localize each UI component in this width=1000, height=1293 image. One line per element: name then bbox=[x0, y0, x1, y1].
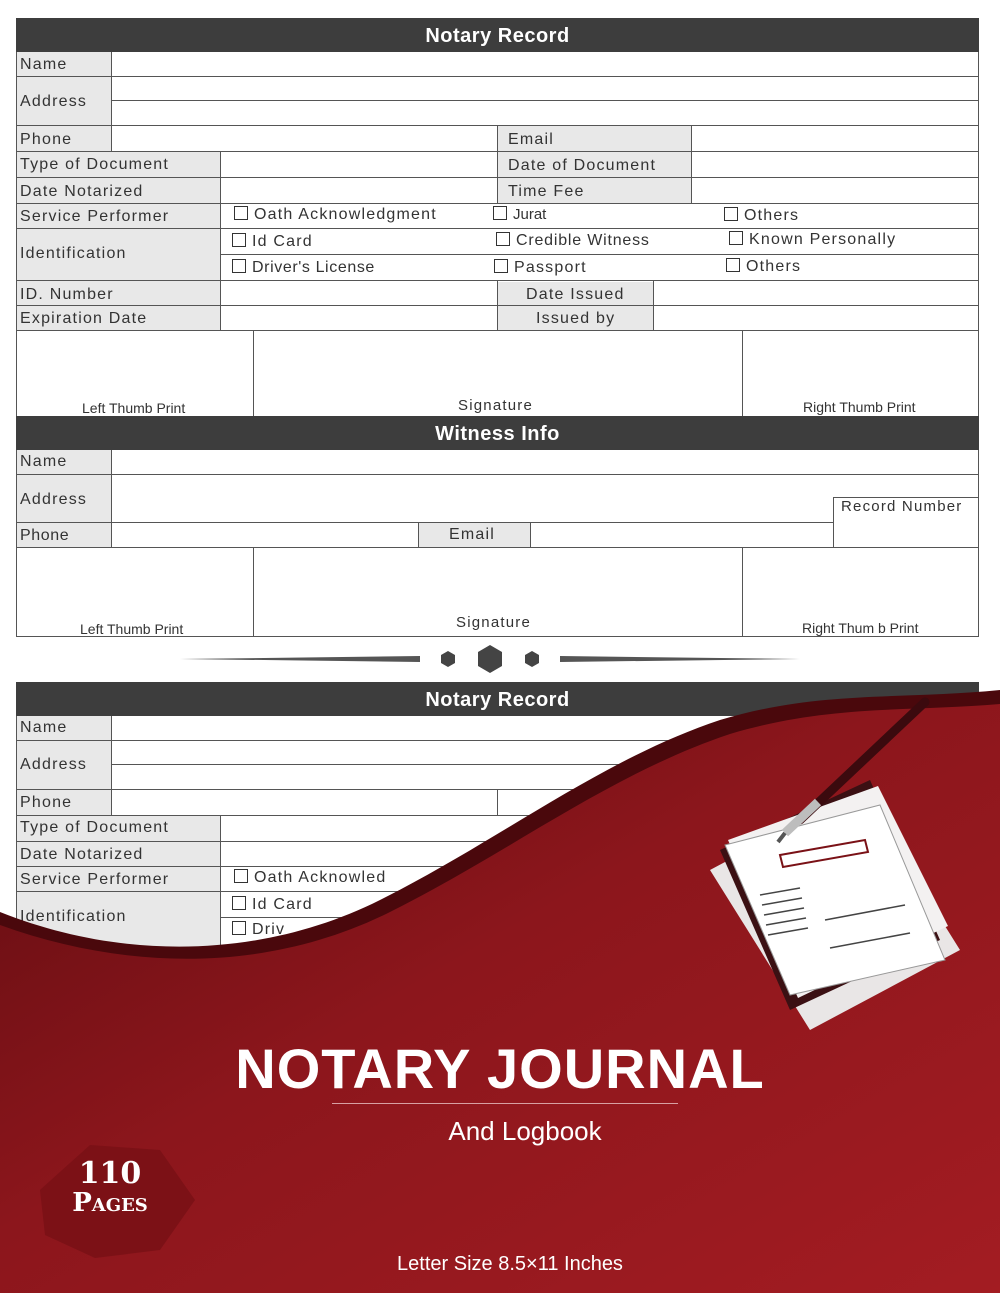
option-others-id[interactable]: Others bbox=[726, 258, 801, 276]
witness-signature-label: Signature bbox=[456, 614, 532, 631]
witness-name-label: Name bbox=[20, 453, 68, 470]
address-label: Address bbox=[20, 93, 88, 110]
date-issued-label: Date Issued bbox=[526, 286, 625, 303]
left-thumb-print-label: Left Thumb Print bbox=[82, 400, 186, 416]
witness-phone-label: Phone bbox=[20, 527, 70, 544]
date-of-document-label: Date of Document bbox=[508, 157, 657, 174]
option-known-personally[interactable]: Known Personally bbox=[729, 231, 896, 249]
preview-option-id-card: Id Card bbox=[232, 896, 313, 914]
option-jurat[interactable]: Jurat bbox=[493, 206, 546, 223]
witness-right-thumb-print-label: Right Thum b Print bbox=[802, 620, 919, 636]
option-credible-witness[interactable]: Credible Witness bbox=[496, 232, 650, 250]
title-underline bbox=[332, 1103, 678, 1104]
cover-subtitle: And Logbook bbox=[448, 1116, 602, 1146]
option-oath-acknowledgment[interactable]: Oath Acknowledgment bbox=[234, 206, 437, 224]
option-others[interactable]: Others bbox=[724, 207, 799, 225]
cover-title: NOTARY JOURNAL bbox=[235, 1037, 765, 1100]
expiration-date-label: Expiration Date bbox=[20, 310, 148, 327]
type-of-document-label: Type of Document bbox=[20, 156, 170, 173]
preview-option-oath: Oath Acknowled bbox=[234, 869, 386, 887]
date-notarized-label: Date Notarized bbox=[20, 183, 144, 200]
preview-date-notarized-label: Date Notarized bbox=[20, 846, 144, 863]
document-pen-icon bbox=[700, 690, 970, 1030]
option-drivers-license[interactable]: Driver's License bbox=[232, 259, 375, 277]
time-fee-label: Time Fee bbox=[508, 183, 585, 200]
pages-count: 110 bbox=[78, 1156, 142, 1191]
preview-phone-label: Phone bbox=[20, 794, 73, 811]
pages-label: Pages bbox=[72, 1188, 148, 1218]
option-id-card[interactable]: Id Card bbox=[232, 233, 313, 251]
witness-address-label: Address bbox=[20, 491, 88, 508]
name-label: Name bbox=[20, 56, 68, 73]
preview-address-label: Address bbox=[20, 756, 88, 773]
signature-label: Signature bbox=[458, 397, 534, 414]
phone-label: Phone bbox=[20, 131, 73, 148]
record-number-label: Record Number bbox=[841, 498, 963, 515]
id-number-label: ID. Number bbox=[20, 286, 114, 303]
identification-label: Identification bbox=[20, 245, 127, 262]
issued-by-label: Issued by bbox=[536, 310, 616, 327]
preview-identification-label: Identification bbox=[20, 908, 127, 925]
witness-info-header: Witness Info bbox=[16, 416, 979, 450]
preview-type-of-document-label: Type of Document bbox=[20, 819, 170, 836]
notary-record-header: Notary Record bbox=[16, 18, 979, 52]
preview-name-label: Name bbox=[20, 719, 68, 736]
preview-notary-record-header: Notary Record bbox=[16, 682, 979, 716]
option-passport[interactable]: Passport bbox=[494, 259, 587, 277]
service-performer-label: Service Performer bbox=[20, 208, 170, 225]
witness-email-label: Email bbox=[449, 526, 496, 543]
email-label: Email bbox=[508, 131, 555, 148]
preview-option-drivers-license: Driv bbox=[232, 921, 285, 939]
size-note: Letter Size 8.5×11 Inches bbox=[397, 1253, 623, 1275]
witness-left-thumb-print-label: Left Thumb Print bbox=[80, 621, 184, 637]
right-thumb-print-label: Right Thumb Print bbox=[803, 399, 916, 415]
preview-service-performer-label: Service Performer bbox=[20, 871, 170, 888]
